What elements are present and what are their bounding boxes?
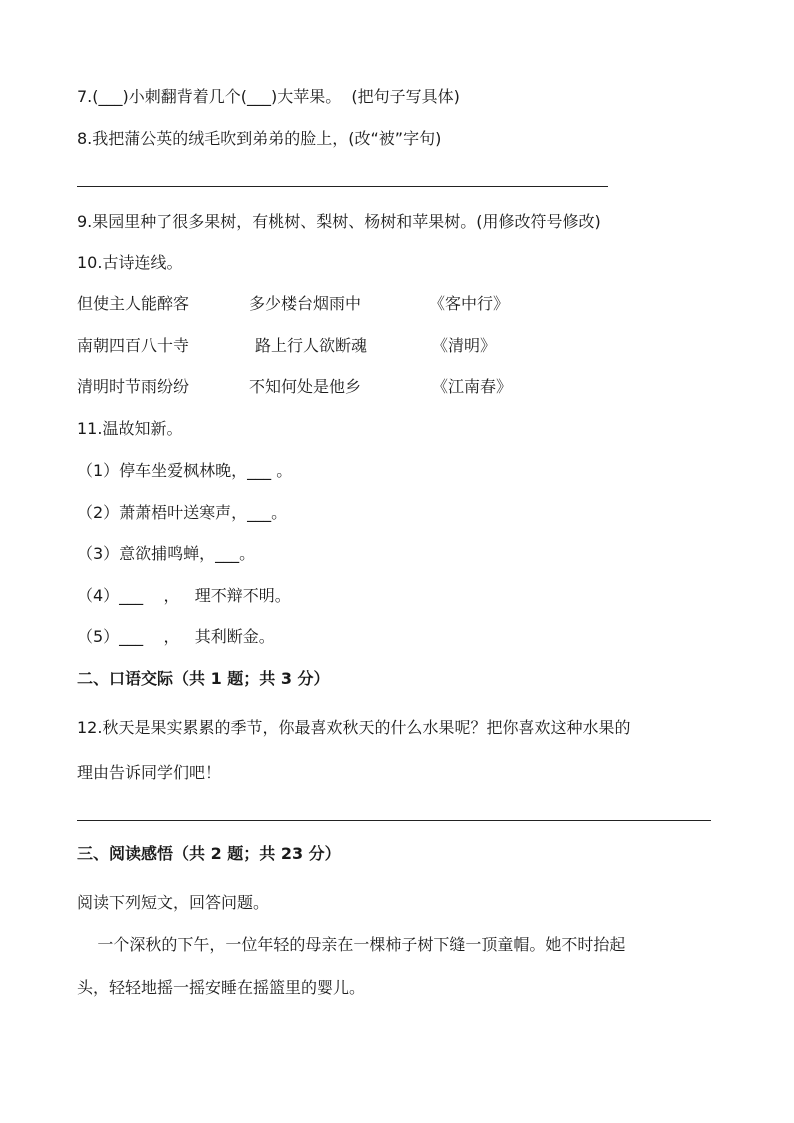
reading-intro: 阅读下列短文，回答问题。 <box>77 893 270 912</box>
answer-line-8 <box>77 186 608 187</box>
poem-title: 《江南春》 <box>432 377 513 396</box>
question-8: 8.我把蒲公英的绒毛吹到弟弟的脸上，(改“被”字句) <box>77 129 442 148</box>
poem-title: 《客中行》 <box>429 294 510 313</box>
question-11: 11.温故知新。 <box>77 419 183 438</box>
question-11-item: （5）___ ， 其利断金。 <box>77 627 275 646</box>
question-11-item: （4）___ ， 理不辩不明。 <box>77 586 291 605</box>
poem-title: 《清明》 <box>432 336 497 355</box>
poem-line-a: 但使主人能醉客 <box>77 294 190 313</box>
question-9: 9.果园里种了很多果树，有桃树、梨树、杨树和苹果树。(用修改符号修改) <box>77 212 601 231</box>
question-12: 12.秋天是果实累累的季节，你最喜欢秋天的什么水果呢？把你喜欢这种水果的 <box>77 718 631 737</box>
question-11-item: （1）停车坐爱枫林晚，___ 。 <box>77 461 293 480</box>
poem-line-b: 不知何处是他乡 <box>249 377 362 396</box>
passage-line: 一个深秋的下午，一位年轻的母亲在一棵柿子树下缝一顶童帽。她不时抬起 <box>77 935 626 954</box>
question-12-cont: 理由告诉同学们吧！ <box>77 763 222 782</box>
question-11-item: （3）意欲捕鸣蝉，___。 <box>77 544 256 563</box>
section-heading-3: 三、阅读感悟（共 2 题；共 23 分） <box>77 844 341 863</box>
poem-line-b: 多少楼台烟雨中 <box>249 294 362 313</box>
poem-line-a: 南朝四百八十寺 <box>77 336 190 355</box>
question-7: 7.(___)小刺翻背着几个(___)大苹果。 (把句子写具体) <box>77 87 460 106</box>
question-11-item: （2）萧萧梧叶送寒声，___。 <box>77 503 288 522</box>
section-heading-2: 二、口语交际（共 1 题；共 3 分） <box>77 669 330 688</box>
passage-line: 头，轻轻地摇一摇安睡在摇篮里的婴儿。 <box>77 978 366 997</box>
question-10: 10.古诗连线。 <box>77 253 183 272</box>
poem-line-a: 清明时节雨纷纷 <box>77 377 190 396</box>
poem-line-b: 路上行人欲断魂 <box>255 336 368 355</box>
answer-line-12 <box>77 820 711 821</box>
